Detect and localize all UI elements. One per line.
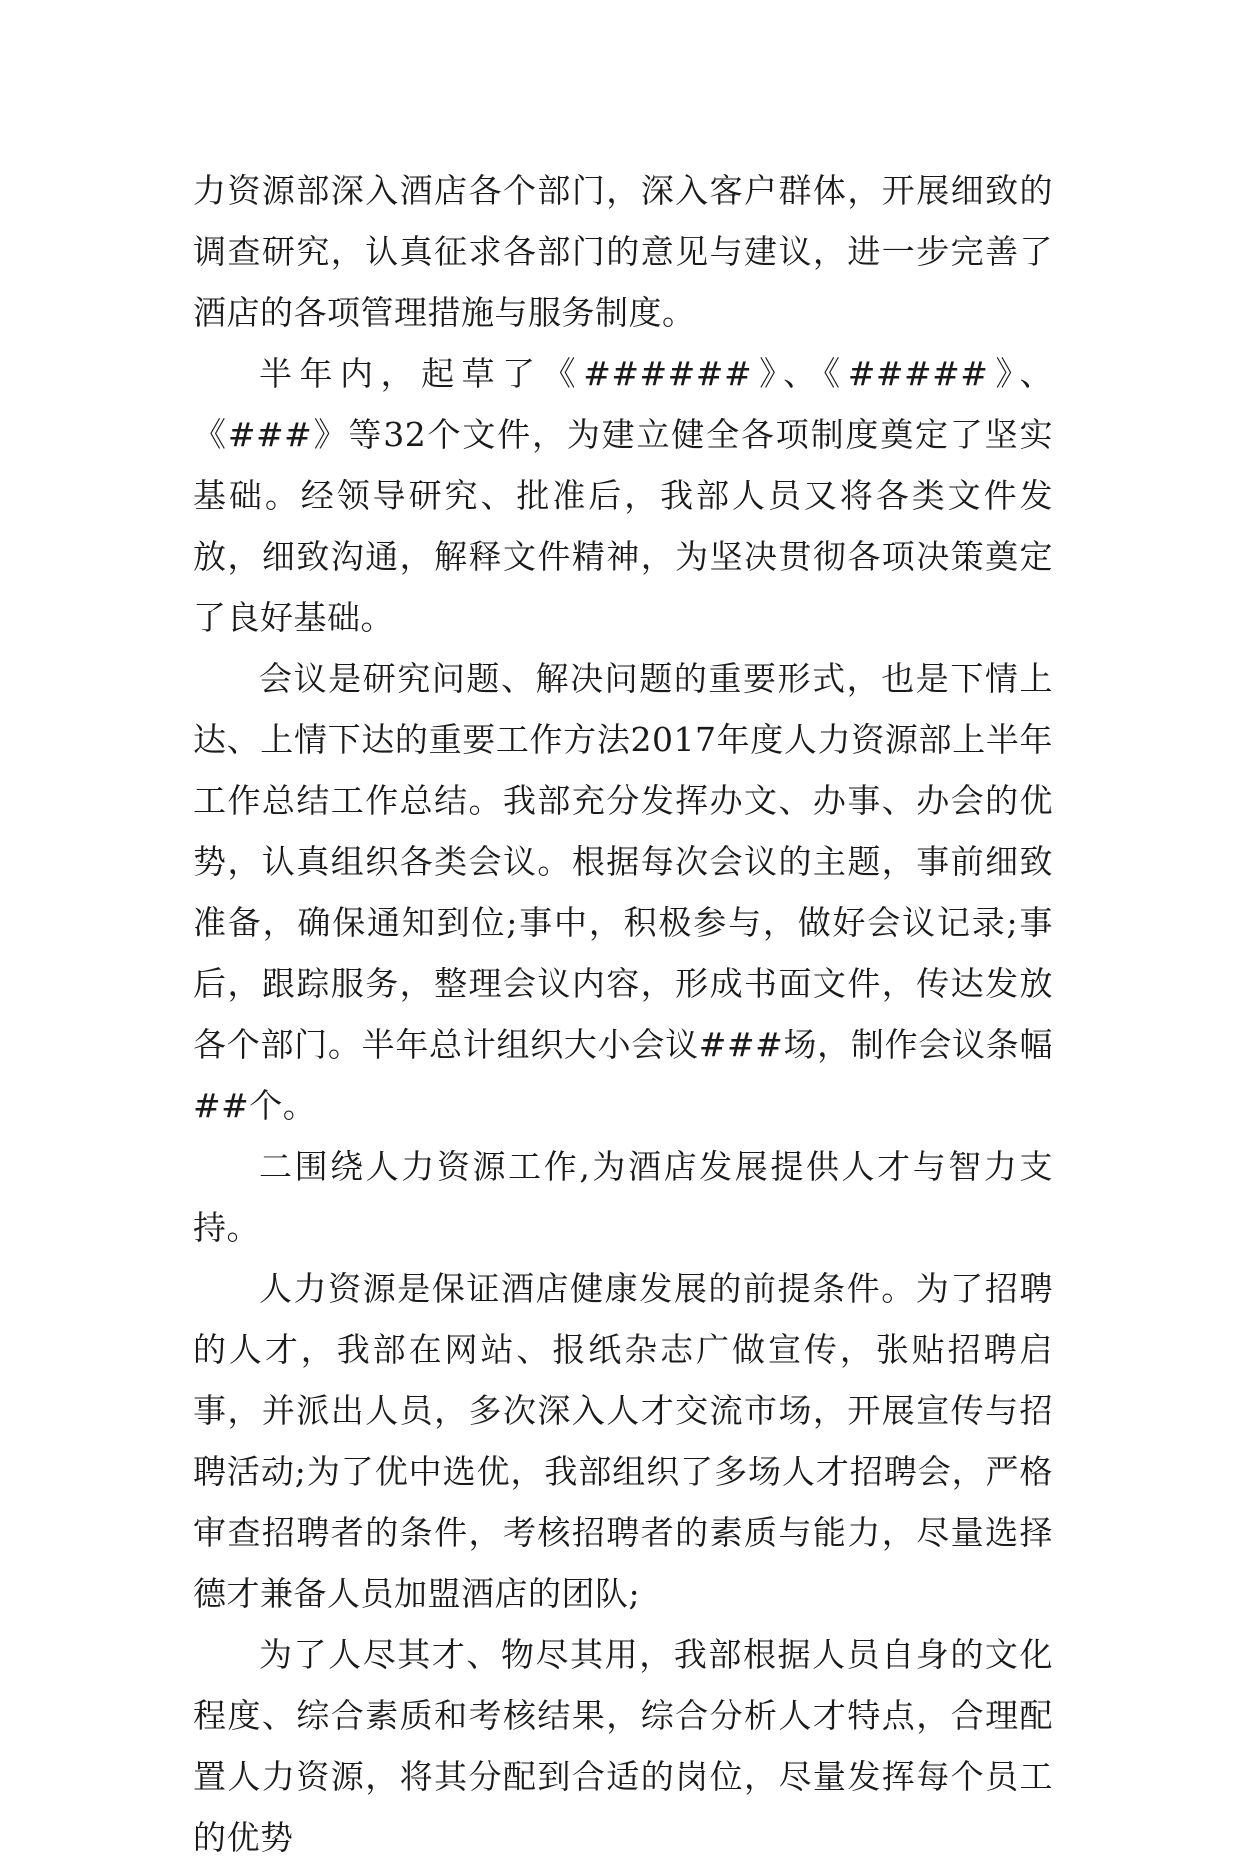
paragraph-meetings: 会议是研究问题、解决问题的重要形式，也是下情上达、上情下达的重要工作方法2017年度人力资源部上半年工作总结工作总结。我部充分发挥办文、办事、办会的优势，认真组织各类会议。根据每次会议的主题，事前细致准备，确保通知到位;事中，积极参与，做好会议记录;事后，跟踪服务，整理会议内容，形成书面文件，传达发放各个部门。半年总计组织大小会议###场，制作会议条幅##个。 (193, 659, 1053, 1125)
paragraph-staff-allocation: 为了人尽其才、物尽其用，我部根据人员自身的文化程度、综合素质和考核结果，综合分析人才特点，合理配置人力资源，将其分配到合适的岗位，尽量发挥每个员工的优势 (193, 1635, 1053, 1857)
paragraph-recruitment: 人力资源是保证酒店健康发展的前提条件。为了招聘的人才，我部在网站、报纸杂志广做宣传，张贴招聘启事，并派出人员，多次深入人才交流市场，开展宣传与招聘活动;为了优中选优，我部组织了多场人才招聘会，严格审查招聘者的条件，考核招聘者的素质与能力，尽量选择德才兼备人员加盟酒店的团队; (193, 1269, 1053, 1613)
section-heading-hr-work: 二围绕人力资源工作,为酒店发展提供人才与智力支持。 (193, 1147, 1053, 1247)
document-body (193, 160, 1053, 1868)
paragraph-drafting-documents: 半年内，起草了《######》、《#####》、《###》等32个文件，为建立健全各项制度奠定了坚实基础。经领导研究、批准后，我部人员又将各类文件发放，细致沟通，解释文件精神，为坚决贯彻各项决策奠定了良好基础。 (193, 354, 1053, 637)
paragraph-continuation: 力资源部深入酒店各个部门，深入客户群体，开展细致的调查研究，认真征求各部门的意见与建议，进一步完善了酒店的各项管理措施与服务制度。 (193, 171, 1053, 332)
